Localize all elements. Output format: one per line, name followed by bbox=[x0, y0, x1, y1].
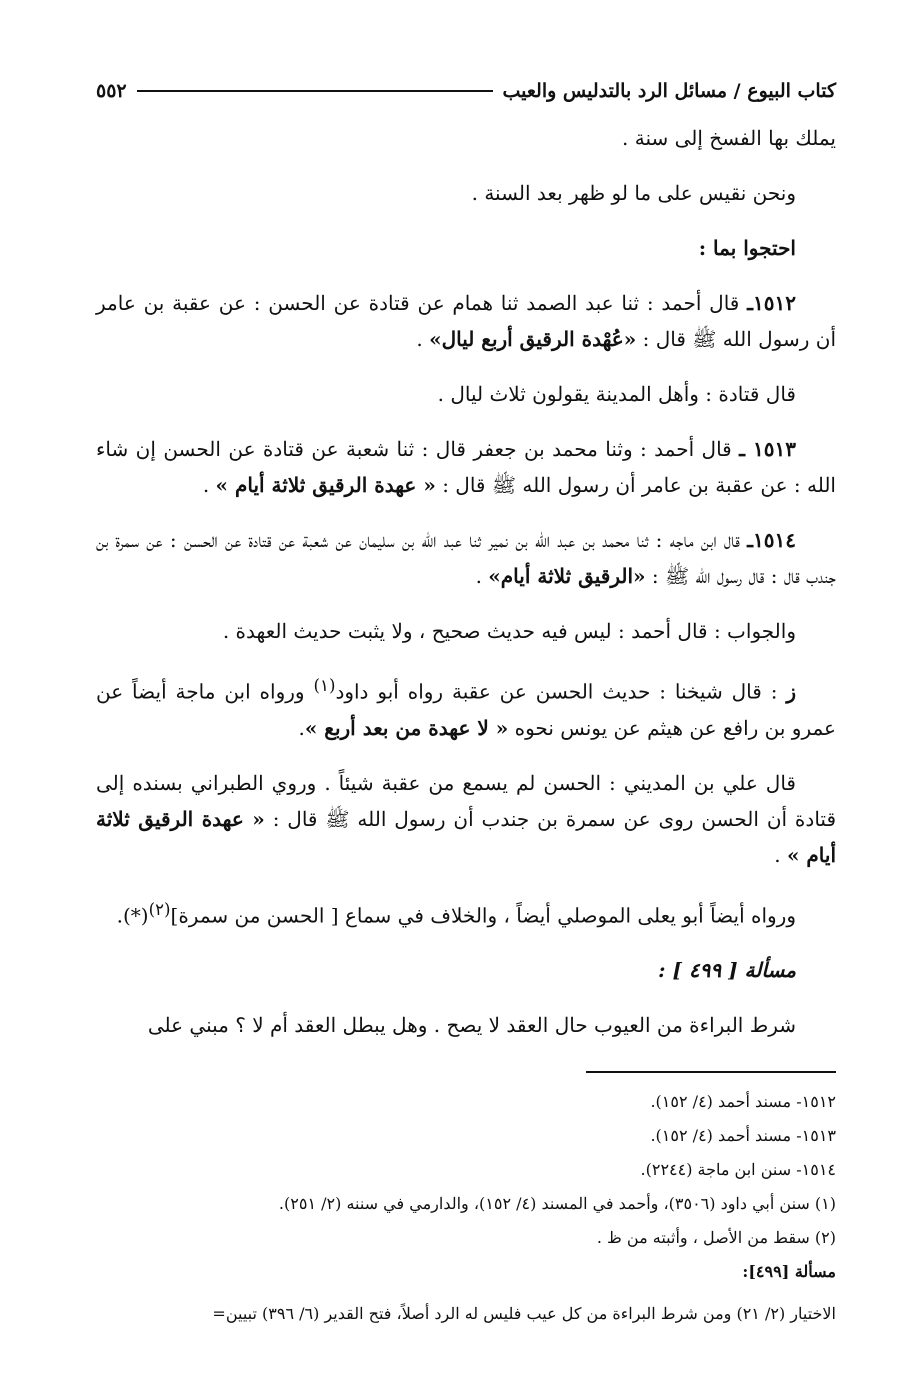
punctuation: . bbox=[202, 473, 210, 497]
paragraph-answer bbox=[96, 613, 836, 649]
footnote-2: (٢) سقط من الأصل ، وأثبته من ظ . bbox=[596, 1228, 836, 1248]
paragraph-shaykh bbox=[96, 668, 836, 746]
paragraph-1 bbox=[96, 120, 836, 156]
footnote-1: (١) سنن أبي داود (٣٥٠٦)، وأحمد في المسند (٤/ ١٥٢)، والدارمي في سننه (٢/ ٢٥١). bbox=[278, 1194, 836, 1214]
footnote-separator bbox=[586, 1071, 836, 1073]
hadith-quote: «عُهْدة الرقيق أربع ليال» bbox=[429, 327, 637, 351]
footnote-1512: ١٥١٢- مسند أحمد (٤/ ١٥٢). bbox=[650, 1092, 836, 1112]
punctuation: . bbox=[416, 327, 423, 351]
punctuation: . bbox=[298, 715, 305, 740]
footnote-1513: ١٥١٣- مسند أحمد (٤/ ١٥٢). bbox=[650, 1126, 836, 1146]
footnote-masala-text: الاختيار (٢/ ٢١) ومن شرط البراءة من كل عيب فليس له الرد أصلاً، فتح القدير (٦/ ٣٩٦) تبيين= bbox=[212, 1304, 836, 1324]
paragraph-madini bbox=[96, 765, 836, 873]
punctuation: . bbox=[475, 564, 482, 588]
hadith-quote: « عهدة الرقيق ثلاثة أيام » bbox=[96, 806, 836, 867]
paragraph-text: قال علي بن المديني : الحسن لم يسمع من عقبة شيئاً . وروي الطبراني بسنده إلى قتادة أن الحسن روى عن سمرة بن جندب أن رسول الله ﷺ قال : bbox=[96, 770, 837, 831]
hadith-number: ١٥١٣ ـ bbox=[739, 437, 797, 461]
masala-heading bbox=[96, 952, 836, 988]
hadith-quote: « لا عهدة من بعد أربع » bbox=[304, 715, 509, 740]
hadith-1513 bbox=[96, 431, 836, 503]
punctuation: (*). bbox=[116, 903, 149, 928]
paragraph-text: ورواه أيضاً أبو يعلى الموصلي أيضاً ، والخلاف في سماع [ الحسن من سمرة] bbox=[170, 903, 796, 928]
paragraph-text: ورواه ابن ماجة أيضاً عن عمرو بن رافع عن هيثم عن يونس نحوه bbox=[96, 679, 836, 740]
punctuation: . bbox=[774, 842, 781, 867]
hadith-text: قال أحمد : وثنا محمد بن جعفر قال : ثنا شعبة عن قتادة عن الحسن إن شاء الله : عن عقبة بن عامر أن رسول الله ﷺ قال : bbox=[96, 437, 836, 497]
paragraph-text: شرط البراءة من العيوب حال العقد لا يصح . وهل يبطل العقد أم لا ؟ مبني على bbox=[147, 1013, 796, 1038]
body-text bbox=[96, 120, 836, 1043]
paragraph-text: والجواب : قال أحمد : ليس فيه حديث صحيح ، ولا يثبت حديث العهدة . bbox=[222, 619, 796, 643]
paragraph-abu-yala bbox=[96, 892, 836, 934]
hadith-number: ١٥١٤ـ bbox=[747, 528, 796, 552]
running-head bbox=[96, 76, 836, 106]
footnotes bbox=[96, 1085, 836, 1331]
hadith-quote: «الرقيق ثلاثة أيام» bbox=[488, 564, 646, 588]
marker-zay: ز bbox=[786, 679, 797, 704]
paragraph-text: ونحن نقيس على ما لو ظهر بعد السنة . bbox=[471, 181, 796, 205]
hadith-1512 bbox=[96, 285, 836, 357]
page bbox=[96, 76, 836, 1331]
running-title: كتاب البيوع / مسائل الرد بالتدليس والعيب bbox=[502, 80, 836, 102]
paragraph-2 bbox=[96, 175, 836, 211]
section-heading bbox=[96, 230, 836, 266]
hadith-quote: « عهدة الرقيق ثلاثة أيام » bbox=[215, 473, 436, 497]
footnote-1514: ١٥١٤- سنن ابن ماجة (٢٢٤٤). bbox=[640, 1160, 836, 1180]
paragraph-bara bbox=[96, 1007, 836, 1043]
masala-title: مسألة [ ٤٩٩ ] : bbox=[658, 958, 796, 983]
footnote-ref-2: (٢) bbox=[148, 899, 171, 919]
heading-text: احتجوا بما : bbox=[698, 236, 796, 260]
hadith-text: قال أحمد : ثنا عبد الصمد ثنا همام عن قتادة عن الحسن : عن عقبة بن عامر أن رسول الله ﷺ قال : bbox=[96, 291, 836, 351]
header-rule bbox=[137, 90, 493, 92]
footnote-masala: مسألة [٤٩٩]: bbox=[742, 1262, 836, 1282]
hadith-number: ١٥١٢ـ bbox=[747, 291, 796, 315]
paragraph-text: : قال شيخنا : حديث الحسن عن عقبة رواه أبو داود bbox=[335, 679, 778, 704]
hadith-text: قال ابن ماجه : ثنا محمد بن عبد الله بن نمير ثنا عبد الله بن سليمان عن شعبة عن قتادة عن الحسن : عن سمرة بن جندب قال : قال رسول الله ﷺ : bbox=[96, 528, 836, 588]
paragraph-text: يملك بها الفسخ إلى سنة . bbox=[622, 126, 836, 150]
hadith-1514 bbox=[96, 522, 836, 594]
footnote-ref-1: (١) bbox=[313, 676, 336, 695]
paragraph-qatada bbox=[96, 376, 836, 412]
paragraph-text: قال قتادة : وأهل المدينة يقولون ثلاث ليال . bbox=[437, 382, 796, 406]
page-number: ٥٥٢ bbox=[96, 80, 127, 102]
